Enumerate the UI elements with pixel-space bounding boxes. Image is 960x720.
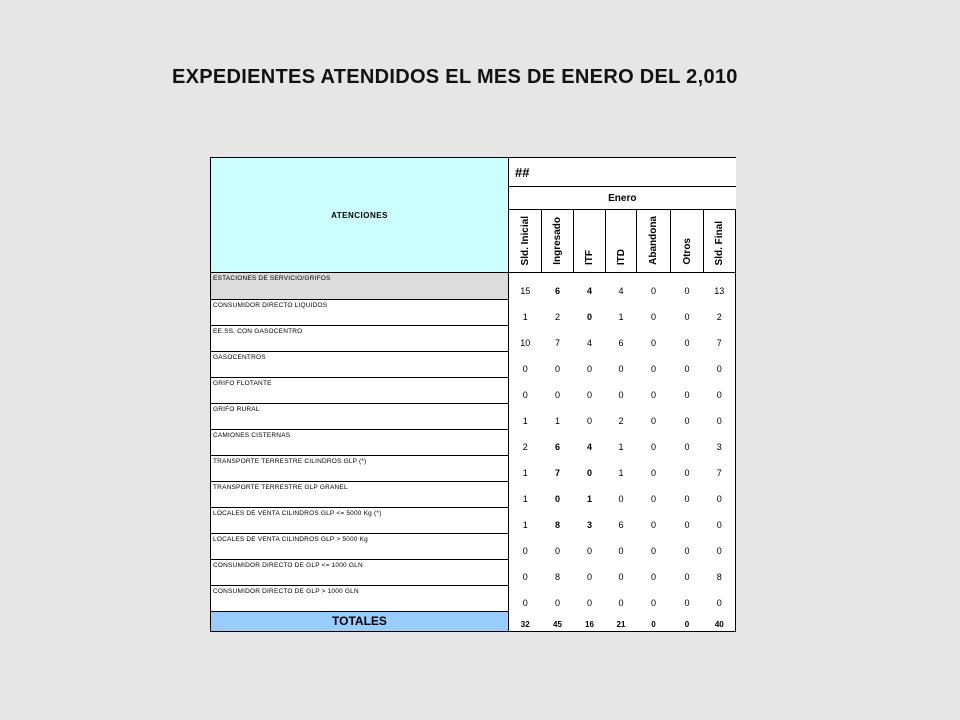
column-header-label: Abandona (648, 216, 659, 265)
table-cell: 0 (704, 507, 736, 533)
column-header-label: ITD (615, 248, 627, 265)
table-cell: 2 (704, 299, 736, 325)
page-title: EXPEDIENTES ATENDIDOS EL MES DE ENERO DEL 2,010 (172, 66, 738, 88)
table-cell: 0 (650, 572, 656, 582)
table-cell: 0 (586, 416, 592, 426)
table-row (211, 585, 736, 611)
row-label: CONSUMIDOR DIRECTO DE GLP > 1000 GLN (211, 585, 509, 611)
totals-cell: 0 (637, 611, 671, 631)
table-cell: 0 (684, 572, 690, 582)
atenciones-header: ATENCIONES (211, 158, 509, 273)
table-cell: 6 (618, 338, 624, 348)
table-cell: 4 (586, 338, 592, 348)
table-cell: 1 (522, 520, 528, 530)
table-cell: 2 (554, 312, 560, 322)
table-cell: 0 (586, 546, 592, 556)
table-cell: 0 (684, 546, 690, 556)
table-cell: 0 (618, 364, 624, 374)
table-cell: 0 (684, 312, 690, 322)
table-cell: 0 (650, 598, 656, 608)
column-header-label: Otros (681, 238, 693, 265)
table-cell: 1 (522, 494, 528, 504)
table-cell: 8 (554, 572, 560, 582)
table-cell: 0 (650, 338, 656, 348)
table-cell: 8 (704, 559, 736, 585)
table-cell: 0 (554, 390, 560, 400)
row-label: GRIFO RURAL (211, 403, 509, 429)
table-cell: 3 (704, 429, 736, 455)
table-cell: 10 (520, 338, 531, 348)
table-row (211, 455, 736, 481)
table-cell: 7 (704, 325, 736, 351)
table-cell: 0 (554, 546, 560, 556)
table-cell: 0 (704, 351, 736, 377)
table-row (211, 507, 736, 533)
table-cell: 0 (618, 546, 624, 556)
table-cell: 0 (650, 546, 656, 556)
table-cell: 0 (618, 572, 624, 582)
column-header (574, 210, 606, 273)
table-row (211, 429, 736, 455)
row-label: LOCALES DE VENTA CILINDROS GLP <= 5000 Kg (*) (211, 507, 509, 533)
table-row (211, 299, 736, 325)
table-row (211, 351, 736, 377)
row-label: TRANSPORTE TERRESTRE GLP GRANEL (211, 481, 509, 507)
column-header-label: ITF (584, 250, 595, 265)
column-header (509, 210, 542, 273)
table-cell: 0 (684, 338, 690, 348)
table-cell: 0 (650, 468, 656, 478)
table-cell: 0 (704, 481, 736, 507)
table-cell: 0 (522, 598, 528, 608)
table-cell: 0 (586, 390, 592, 400)
table-cell: 4 (586, 286, 592, 296)
table-row (211, 533, 736, 559)
row-label: GRIFO FLOTANTE (211, 377, 509, 403)
table-cell: 0 (650, 494, 656, 504)
totals-cell: 0 (671, 611, 704, 631)
row-label: ESTACIONES DE SERVICIO/GRIFOS (211, 273, 509, 300)
totals-label: TOTALES (211, 611, 509, 631)
row-label: CONSUMIDOR DIRECTO LIQUIDOS (211, 299, 509, 325)
table-cell: 0 (554, 364, 560, 374)
column-header (704, 210, 736, 273)
table-cell: 0 (650, 364, 656, 374)
table-cell: 0 (704, 585, 736, 611)
hash-header: ## (509, 158, 736, 187)
table-cell: 0 (684, 520, 690, 530)
table-cell: 3 (586, 520, 592, 530)
table-cell: 0 (554, 494, 560, 504)
table-cell: 0 (554, 598, 560, 608)
table-cell: 1 (618, 468, 624, 478)
table-cell: 6 (554, 442, 560, 452)
table-row (211, 403, 736, 429)
table-cell: 1 (522, 416, 528, 426)
totals-cell: 45 (542, 611, 574, 631)
table-cell: 0 (684, 494, 690, 504)
table-cell: 0 (704, 533, 736, 559)
table-cell: 0 (684, 598, 690, 608)
table-cell: 0 (684, 390, 690, 400)
table-cell: 0 (650, 286, 656, 296)
table-cell: 15 (520, 286, 531, 296)
table-cell: 6 (554, 286, 560, 296)
table-row (211, 325, 736, 351)
table-cell: 7 (554, 338, 560, 348)
table-cell: 8 (554, 520, 560, 530)
table-cell: 0 (684, 416, 690, 426)
table-cell: 0 (586, 364, 592, 374)
table-cell: 0 (586, 598, 592, 608)
column-header (637, 210, 671, 273)
table-cell: 1 (618, 442, 624, 452)
row-label: TRANSPORTE TERRESTRE CILINDROS GLP (*) (211, 455, 509, 481)
table-cell: 0 (684, 468, 690, 478)
table-cell: 1 (522, 468, 528, 478)
table-cell: 2 (618, 416, 624, 426)
table-row (211, 377, 736, 403)
row-label: LOCALES DE VENTA CILINDROS GLP > 5000 Kg (211, 533, 509, 559)
totals-cell: 16 (574, 611, 606, 631)
table-cell: 0 (586, 572, 592, 582)
table-cell: 1 (618, 312, 624, 322)
table-row (211, 559, 736, 585)
table-cell: 0 (650, 312, 656, 322)
row-label: CAMIONES CISTERNAS (211, 429, 509, 455)
table-cell: 0 (586, 312, 592, 322)
month-header: Enero (509, 187, 736, 210)
table-cell: 0 (618, 598, 624, 608)
table-cell: 1 (586, 494, 592, 504)
table-cell: 7 (554, 468, 560, 478)
row-label: GASOCENTROS (211, 351, 509, 377)
table-cell: 0 (650, 416, 656, 426)
table-cell: 0 (650, 390, 656, 400)
table-cell: 0 (618, 390, 624, 400)
table-cell: 0 (650, 520, 656, 530)
table-cell: 4 (586, 442, 592, 452)
table-cell: 0 (684, 286, 690, 296)
table-cell: 0 (684, 364, 690, 374)
report-table (210, 157, 736, 632)
table-cell: 2 (522, 442, 528, 452)
table-cell: 1 (522, 312, 528, 322)
table-cell: 0 (684, 442, 690, 452)
table-cell: 13 (704, 273, 736, 300)
column-header-label: Ingresado (552, 217, 563, 265)
table-cell: 0 (704, 403, 736, 429)
table-cell: 0 (586, 468, 592, 478)
row-label: EE.SS. CON GASOCENTRO (211, 325, 509, 351)
table-body (211, 273, 736, 612)
table-cell: 0 (522, 390, 528, 400)
table-cell: 0 (522, 572, 528, 582)
table-row (211, 481, 736, 507)
column-header (606, 210, 637, 273)
table-cell: 0 (704, 377, 736, 403)
column-header (671, 210, 704, 273)
totals-cell: 21 (606, 611, 637, 631)
table-cell: 0 (650, 442, 656, 452)
column-header-label: Sld. Inicial (519, 215, 531, 265)
column-header (542, 210, 574, 273)
totals-cell: 40 (704, 611, 736, 631)
table-cell: 1 (554, 416, 560, 426)
row-label: CONSUMIDOR DIRECTO DE GLP <= 1000 GLN (211, 559, 509, 585)
table-cell: 6 (618, 520, 624, 530)
table-cell: 0 (522, 364, 528, 374)
column-header-label: Sld. Final (714, 220, 726, 265)
totals-cell: 32 (509, 611, 542, 631)
table-cell: 4 (618, 286, 624, 296)
table-cell: 0 (618, 494, 624, 504)
table-cell: 0 (522, 546, 528, 556)
table-row (211, 273, 736, 300)
table-cell: 7 (704, 455, 736, 481)
totals-row (211, 611, 736, 631)
